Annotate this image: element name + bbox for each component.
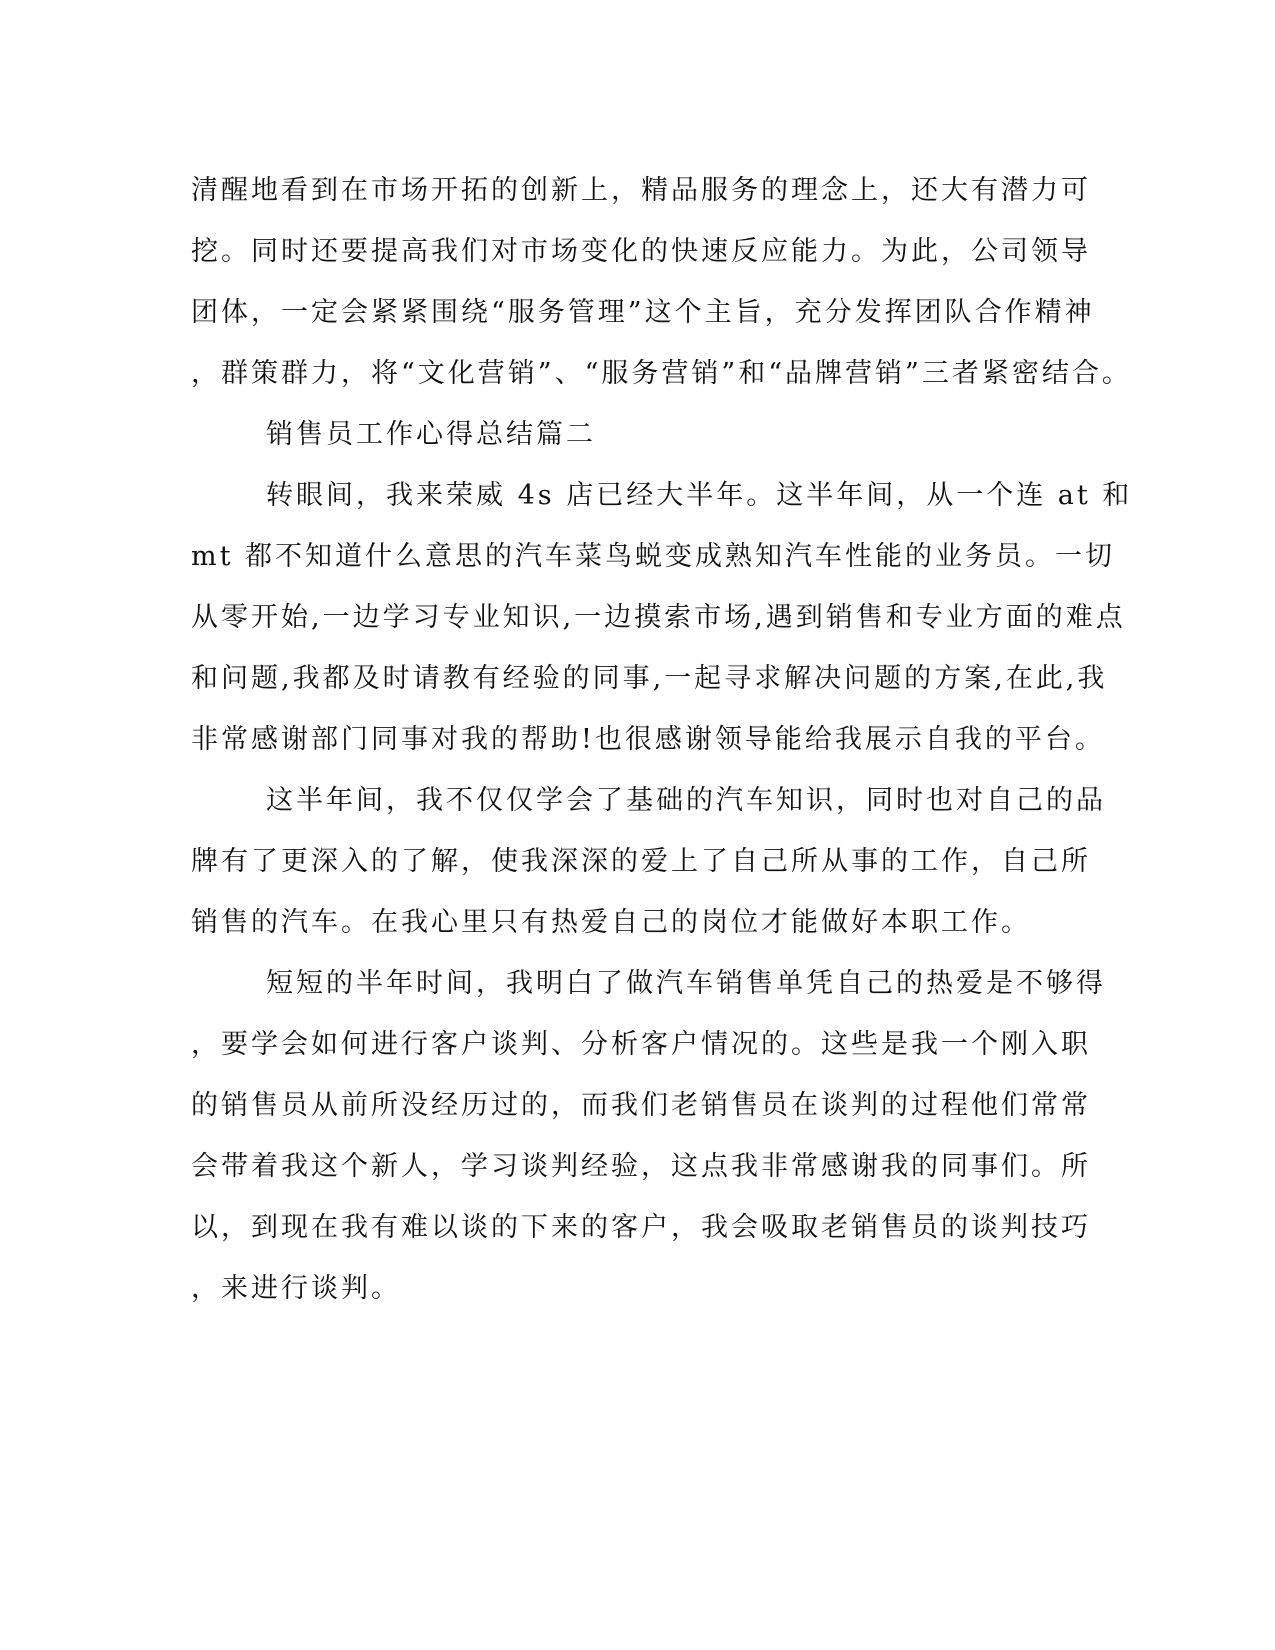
- heading-text: 销售员工作心得总结篇二: [266, 419, 596, 450]
- section-heading: [191, 404, 1081, 465]
- document-body: [191, 160, 1133, 1319]
- paragraph-intro: [191, 465, 1133, 770]
- paragraph-negotiation: [191, 953, 1106, 1319]
- text-line: ，群策群力，将“文化营销”、“服务营销”和“品牌营销”三者紧密结合。: [191, 358, 1132, 389]
- text-line: ，来进行谈判。: [191, 1273, 401, 1304]
- text-line: 非常感谢部门同事对我的帮助!也很感谢领导能给我展示自我的平台。: [191, 724, 1105, 755]
- text-line: 从零开始,一边学习专业知识,一边摸索市场,遇到销售和专业方面的难点: [191, 602, 1126, 633]
- text-line: 挖。同时还要提高我们对市场变化的快速反应能力。为此，公司领导: [191, 236, 1091, 267]
- text-line: 以，到现在我有难以谈的下来的客户，我会吸取老销售员的谈判技巧: [191, 1212, 1091, 1243]
- text-line: ，要学会如何进行客户谈判、分析客户情况的。这些是我一个刚入职: [191, 1029, 1091, 1060]
- paragraph-continued: [191, 160, 1132, 404]
- text-line: 和问题,我都及时请教有经验的同事,一起寻求解决问题的方案,在此,我: [191, 663, 1108, 694]
- text-line: mt 都不知道什么意思的汽车菜鸟蜕变成熟知汽车性能的业务员。一切: [191, 541, 1116, 572]
- text-line: 会带着我这个新人，学习谈判经验，这点我非常感谢我的同事们。所: [191, 1151, 1091, 1182]
- text-line: 的销售员从前所没经历过的，而我们老销售员在谈判的过程他们常常: [191, 1090, 1091, 1121]
- text-line: 转眼间，我来荣威 4s 店已经大半年。这半年间，从一个连 at 和: [266, 480, 1133, 511]
- text-line: 牌有了更深入的了解，使我深深的爱上了自己所从事的工作，自己所: [191, 846, 1091, 877]
- text-line: 清醒地看到在市场开拓的创新上，精品服务的理念上，还大有潜力可: [191, 175, 1091, 206]
- text-line: 这半年间，我不仅仅学会了基础的汽车知识，同时也对自己的品: [266, 785, 1106, 816]
- text-line: 销售的汽车。在我心里只有热爱自己的岗位才能做好本职工作。: [191, 907, 1031, 938]
- text-line: 团体，一定会紧紧围绕“服务管理”这个主旨，充分发挥团队合作精神: [191, 297, 1095, 328]
- text-line: 短短的半年时间，我明白了做汽车销售单凭自己的热爱是不够得: [266, 968, 1106, 999]
- paragraph-knowledge: [191, 770, 1106, 953]
